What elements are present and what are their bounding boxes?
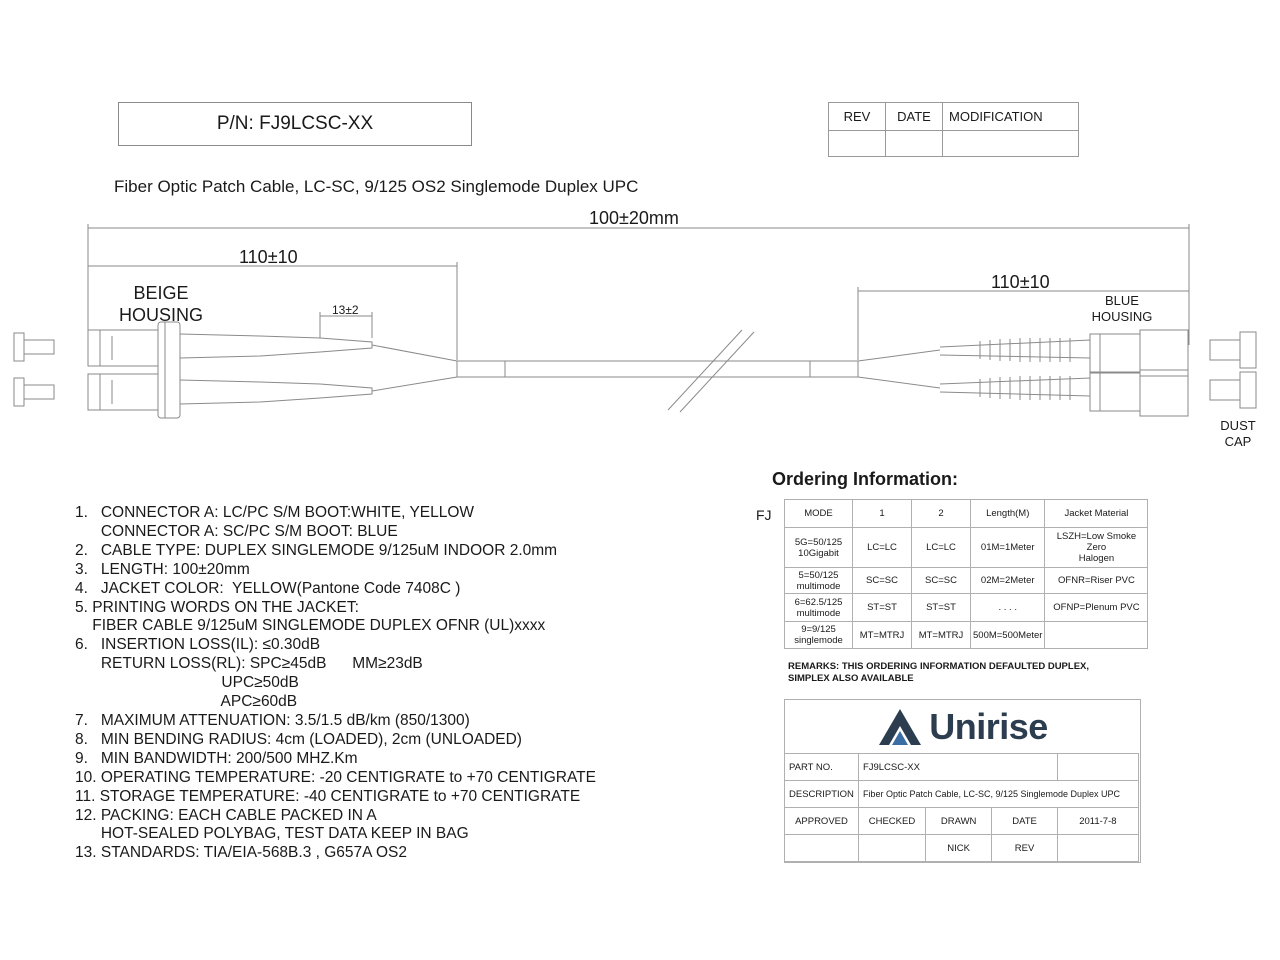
spec-line: 6. INSERTION LOSS(IL): ≤0.30dB: [75, 636, 321, 654]
date-header: DATE: [886, 103, 943, 131]
drawing-title: Fiber Optic Patch Cable, LC-SC, 9/125 OS2 Singlemode Duplex UPC: [114, 177, 639, 196]
lc-connector-top: [88, 330, 158, 366]
modification-cell: [943, 131, 1079, 157]
sc-dust-cap-top: [1210, 332, 1256, 368]
ordering-row: 5=50/125 multimode SC=SC SC=SC 02M=2Meter OFNR=Riser PVC: [785, 568, 1148, 594]
part-number: P/N: FJ9LCSC-XX: [216, 113, 374, 134]
right-breakout-label: 110±10: [991, 272, 1050, 292]
ordering-header: Jacket Material: [1045, 500, 1148, 528]
spec-line: 12. PACKING: EACH CABLE PACKED IN A: [75, 806, 377, 824]
specifications-list: [75, 504, 715, 863]
spec-line: CONNECTOR A: SC/PC S/M BOOT: BLUE: [75, 522, 398, 540]
ordering-header: Length(M): [971, 500, 1045, 528]
revision-table: [828, 102, 1079, 157]
spec-line: 9. MIN BANDWIDTH: 200/500 MHZ.Km: [75, 749, 358, 767]
main-cable: [457, 361, 858, 377]
spec-line: HOT-SEALED POLYBAG, TEST DATA KEEP IN BAG: [75, 825, 469, 843]
left-breakout-label: 110±10: [239, 247, 298, 267]
spec-line: 11. STORAGE TEMPERATURE: -40 CENTIGRATE to +70 CENTIGRATE: [75, 787, 581, 805]
date-label: DATE: [992, 808, 1057, 835]
spec-line: RETURN LOSS(RL): SPC≥45dB MM≥23dB: [75, 655, 423, 673]
ordering-table: [784, 499, 1148, 649]
part-no-value: FJ9LCSC-XX: [858, 754, 1057, 781]
logo-text: Unirise: [929, 705, 1048, 747]
unirise-logo-icon: [877, 707, 923, 747]
spec-line: APC≥60dB: [75, 693, 298, 711]
title-block: [784, 699, 1141, 863]
ordering-header: MODE: [785, 500, 853, 528]
boot-length-label: 13±2: [332, 303, 359, 317]
ordering-row: 9=9/125 singlemode MT=MTRJ MT=MTRJ 500M=500Meter: [785, 622, 1148, 649]
spec-line: 5. PRINTING WORDS ON THE JACKET:: [75, 598, 359, 616]
spec-line: 13. STANDARDS: TIA/EIA-568B.3 , G657A OS2: [75, 844, 407, 862]
date-value: 2011-7-8: [1057, 808, 1138, 835]
spec-line: 3. LENGTH: 100±20mm: [75, 560, 250, 578]
spec-line: 2. CABLE TYPE: DUPLEX SINGLEMODE 9/125uM INDOOR 2.0mm: [75, 541, 558, 559]
lc-dust-cap-bottom: [14, 378, 54, 406]
lc-boots: [180, 334, 372, 404]
sc-boot-bottom: [940, 376, 1090, 400]
ordering-header: 1: [853, 500, 912, 528]
cable-drawing: [0, 200, 1280, 460]
ordering-remarks: REMARKS: THIS ORDERING INFORMATION DEFAULTED DUPLEX, SIMPLEX ALSO AVAILABLE: [788, 661, 1090, 684]
date-cell: [886, 131, 943, 157]
rev-cell: [829, 131, 886, 157]
spec-line: 10. OPERATING TEMPERATURE: -20 CENTIGRATE to +70 CENTIGRATE: [75, 768, 596, 786]
part-no-label: PART NO.: [785, 754, 859, 781]
sc-dust-cap-bottom: [1210, 372, 1256, 408]
spec-line: 8. MIN BENDING RADIUS: 4cm (LOADED), 2cm (UNLOADED): [75, 730, 522, 748]
lc-duplex-clip: [158, 322, 180, 418]
part-number-box: [118, 102, 472, 146]
blue-housing-label: BLUE HOUSING: [1091, 293, 1153, 324]
ordering-row: 6=62.5/125 multimode ST=ST ST=ST . . . . OFNP=Plenum PVC: [785, 594, 1148, 622]
drawn-label: DRAWN: [926, 808, 992, 835]
ordering-header: 2: [912, 500, 971, 528]
company-logo: [785, 700, 1140, 753]
rev-label: REV: [992, 835, 1057, 862]
dust-cap-label: DUST CAP: [1220, 418, 1256, 449]
approved-label: APPROVED: [785, 808, 859, 835]
ordering-row: 5G=50/125 10Gigabit LC=LC LC=LC 01M=1Meter LSZH=Low Smoke Zero Halogen: [785, 528, 1148, 568]
spec-line: 4. JACKET COLOR: YELLOW(Pantone Code 7408C ): [75, 579, 461, 597]
drawn-value: NICK: [926, 835, 992, 862]
description-value: Fiber Optic Patch Cable, LC-SC, 9/125 Singlemode Duplex UPC: [858, 781, 1138, 808]
spec-line: 1. CONNECTOR A: LC/PC S/M BOOT:WHITE, YELLOW: [75, 504, 475, 521]
lc-dust-cap-top: [14, 333, 54, 361]
spec-line: 7. MAXIMUM ATTENUATION: 3.5/1.5 dB/km (850/1300): [75, 711, 470, 729]
beige-housing-label: BEIGE HOUSING: [118, 283, 203, 325]
spec-line: UPC≥50dB: [75, 674, 299, 692]
ordering-title: Ordering Information:: [772, 469, 958, 489]
checked-label: CHECKED: [858, 808, 925, 835]
title-block-table: [784, 753, 1139, 862]
sc-boot-top: [940, 338, 1090, 362]
description-label: DESCRIPTION: [785, 781, 859, 808]
sc-connector-top: [1090, 330, 1188, 376]
total-length-label: 100±20mm: [589, 208, 679, 228]
sc-connector-bottom: [1090, 370, 1188, 416]
modification-header: MODIFICATION: [943, 103, 1079, 131]
ordering-prefix: FJ: [756, 507, 772, 523]
spec-line: FIBER CABLE 9/125uM SINGLEMODE DUPLEX OFNR (UL)xxxx: [75, 617, 546, 635]
lc-connector-bottom: [88, 374, 158, 410]
rev-header: REV: [829, 103, 886, 131]
